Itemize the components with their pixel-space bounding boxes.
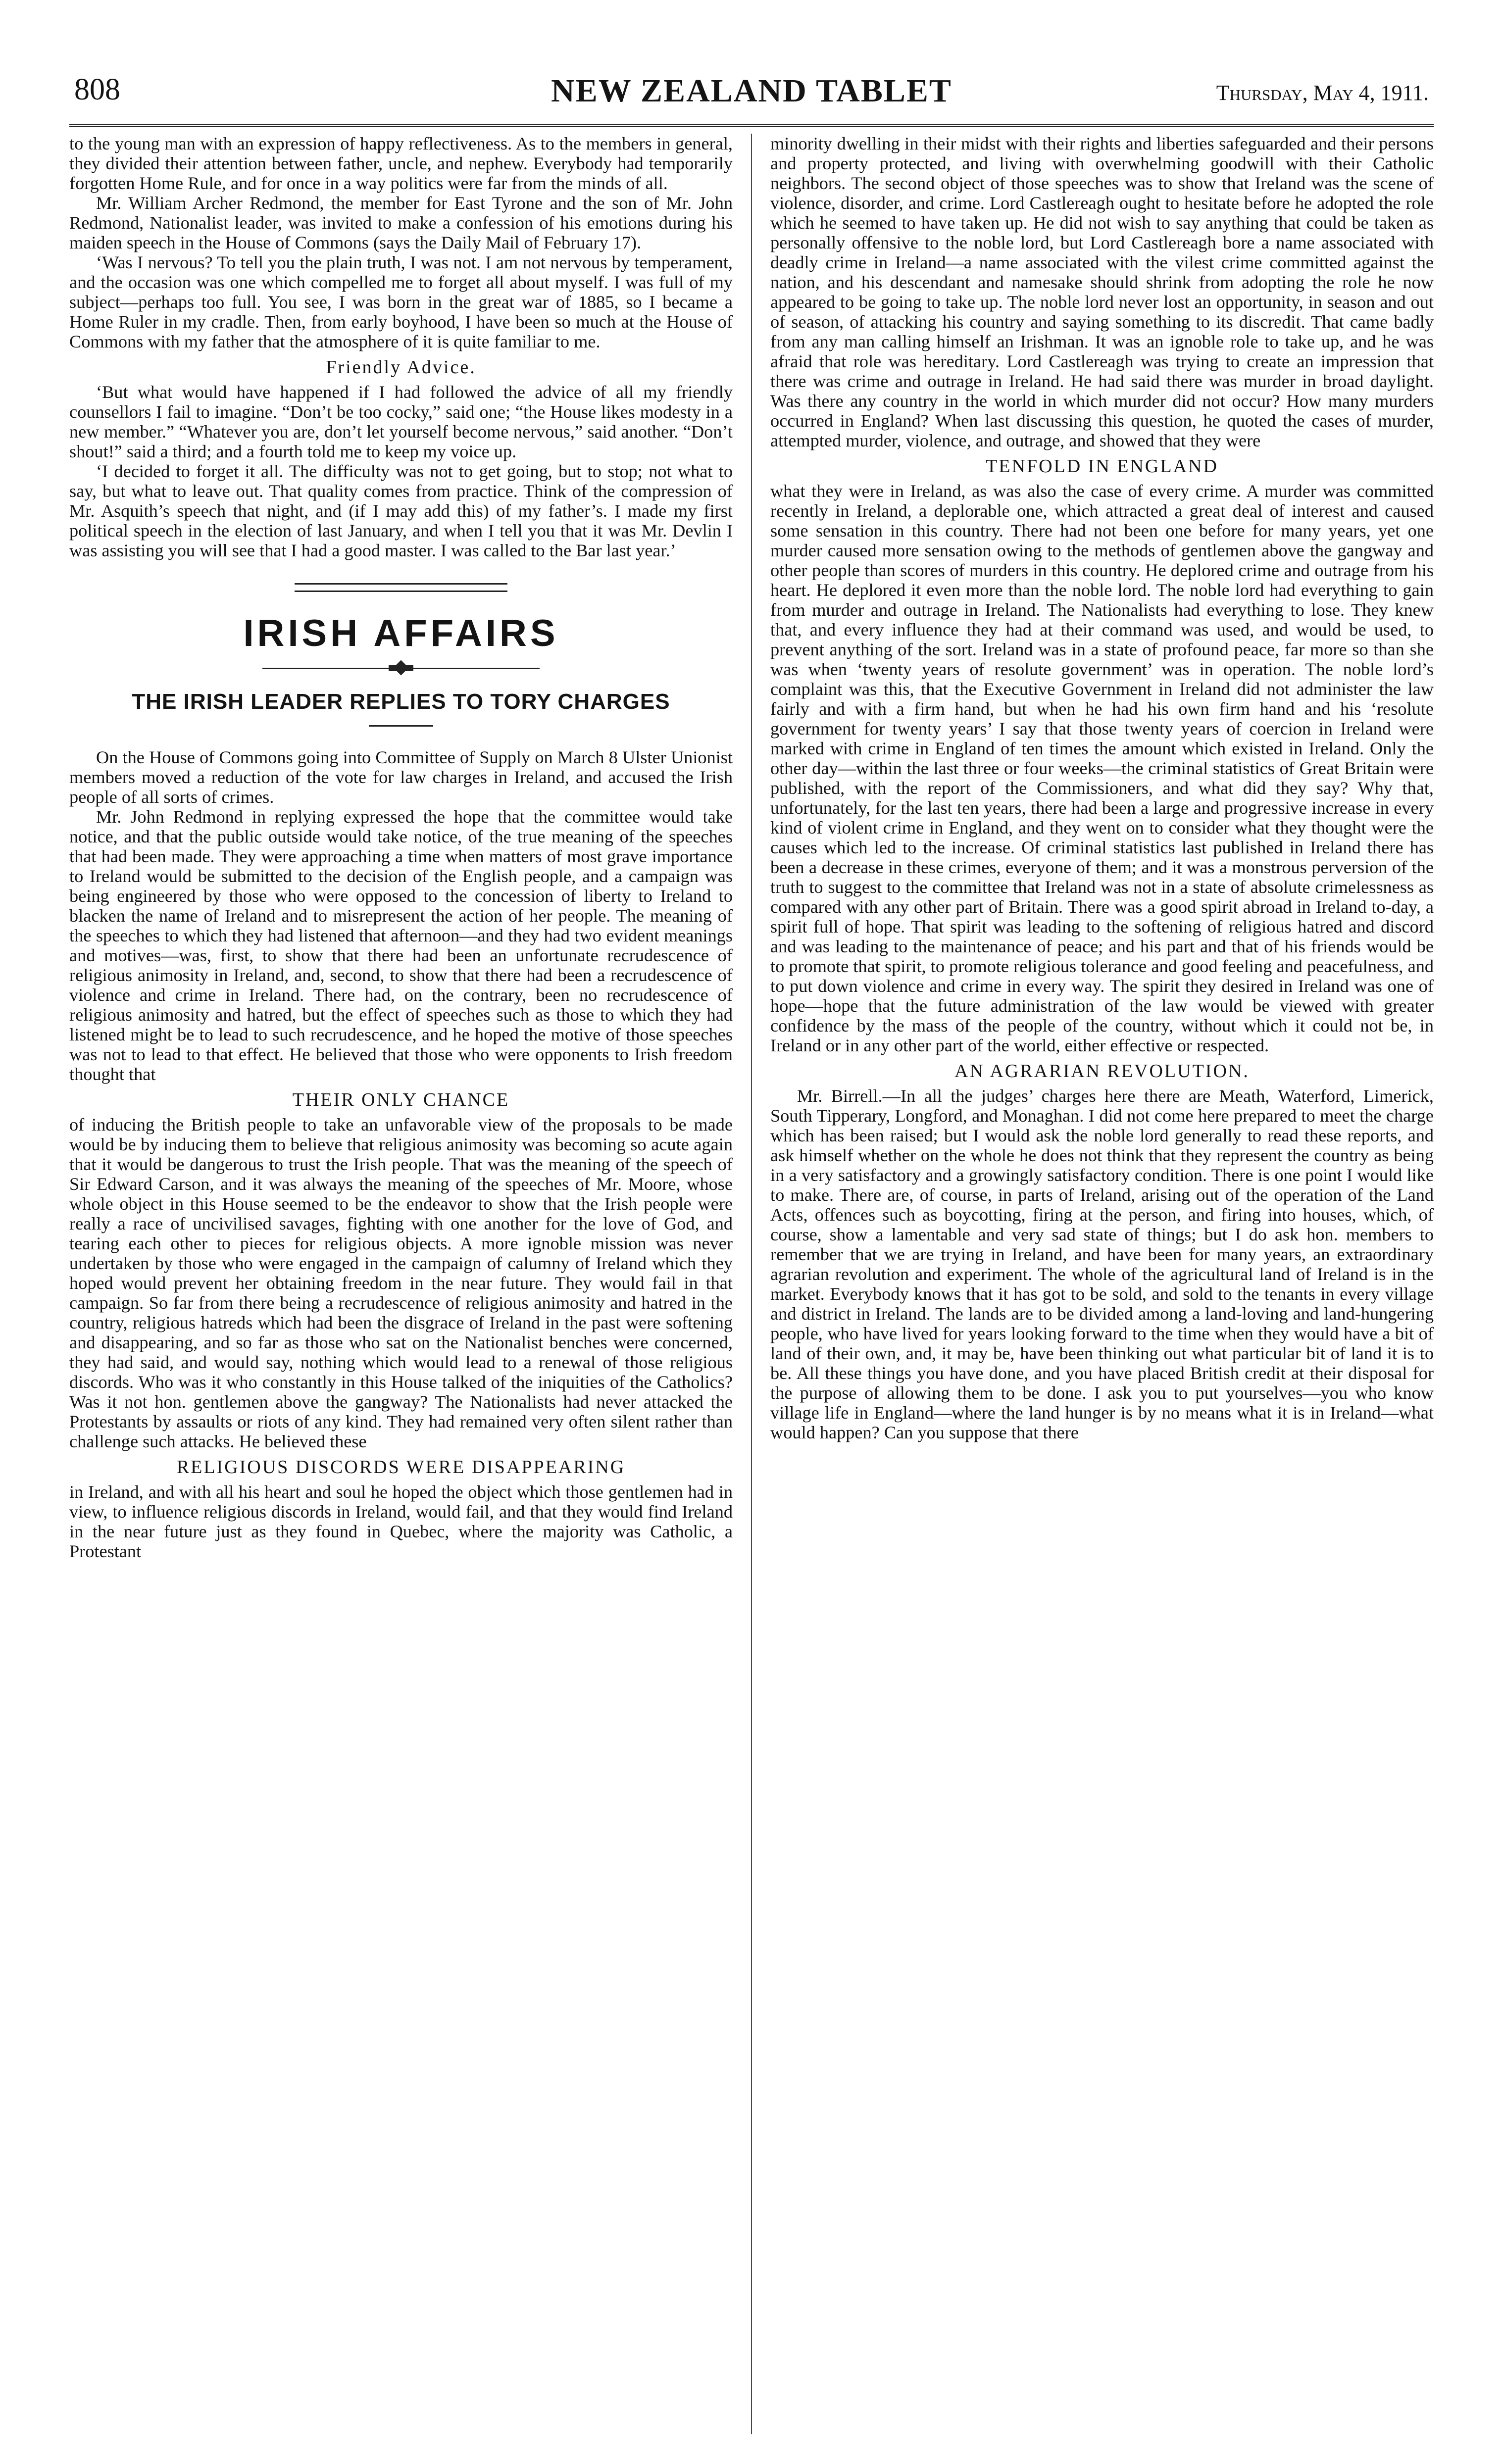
page-number: 808 xyxy=(74,73,120,106)
article-paragraph: of inducing the British people to take an unfavorable view of the proposals to be made would be by inducing them to believe that religious animosity was becoming so acute again that it would be dangerous to trust the Irish people. That was the meaning of the speech of Sir Edward Carson, and it was always the meaning of the speeches of Mr. Moore, whose whole object in this House seemed to be the endeavor to show that the Irish people were really a race of uncivilised savages, fighting with one another for the love of God, and tearing each other to pieces for religious objects. A more ignoble mission was never undertaken by those who were engaged in the campaign of calumny of Ireland which they hoped would prevent her obtaining freedom in the near future. They would fail in that campaign. So far from there being a recrudescence of religious animosity and hatred in the country, religious hatreds which had been the disgrace of Ireland in the past were softening and disappearing, and so far as those who sat on the Nationalist benches were concerned, they had said, and would say, nothing which would lead to a renewal of those religious discords. Who was it who constantly in this House talked of the iniquities of the Catholics? Was it not hon. gentlemen above the gangway? The Nationalists had never attacked the Protestants by assaults or riots of any kind. They had remained very often silent rather than challenge such attacks. He believed these xyxy=(69,1115,733,1451)
body-paragraph: to the young man with an expression of happy reflectiveness. As to the members in general, they divided their attention between father, uncle, and nephew. Everybody had temporarily forgotten Home Rule, and for once in a way politics were far from the minds of all. xyxy=(69,134,733,193)
article-paragraph: what they were in Ireland, as was also the case of every crime. A murder was committed recently in Ireland, a deplorable one, which attracted a great deal of interest and caused some sensation in this country. There had not been one before for many years, yet one murder caused more sensation owing to the methods of gentlemen above the gangway and other people than scores of murders in this country. He deplored crime and outrage from his heart. He deplored it even more than the noble lord. The noble lord had everything to gain from murder and outrage in Ireland. The Nationalists had everything to lose. They knew that, and every influence they had at their command was used, and would be used, to prevent anything of the sort. Ireland was in a state of profound peace, far more so than she was when ‘twenty years of resolute government’ was in operation. The noble lord’s complaint was this, that the Executive Government in Ireland did not administer the law fairly and with a firm hand, but when he had his own firm hand and his ‘resolute government for twenty years’ I say that those twenty years of coercion in Ireland were marked with crime in England of ten times the amount which existed in Ireland. Only the other day—within the last three or four weeks—the criminal statistics of Great Britain were published, with the report of the Commissioners, and what did they say? Why that, unfortunately, for the last ten years, there had been a large and progressive increase in every kind of violent crime in England, and they went on to consider what they thought were the causes which led to the increase. Of criminal statistics last published in Ireland there has been a decrease in these crimes, everyone of them; and it was a monstrous perversion of the truth to suggest to the committee that Ireland was not in a state of absolute crimelessness as compared with any other part of Britain. There was a good spirit abroad in Ireland to-day, a spirit full of hope. That spirit was leading to the softening of religious hatred and discord and was leading to the maintenance of peace; and his part and that of his friends would be to promote that spirit, to promote religious tolerance and good feeling and peacefulness, and to put down violence and crime in every way. The spirit they desired in Ireland was one of hope—hope that the future administration of the law would be viewed with greater confidence by the mass of the people of the country, without which it could not be, in Ireland or in any other part of the world, either effective or respected. xyxy=(770,481,1434,1055)
column-divider xyxy=(751,134,752,2434)
article-headline: THE IRISH LEADER REPLIES TO TORY CHARGES xyxy=(132,690,670,714)
issue-date: Thursday, May 4, 1911. xyxy=(1216,81,1429,105)
body-paragraph: ‘I decided to forget it all. The difficulty was not to get going, but to stop; not what to say, but what to leave out. That quality comes from practice. Think of the compression of Mr. Asquith’s speech that night, and (if I may add this) of my father’s. I made my first political speech in the election of last January, and when I tell you that it was Mr. Devlin I was assisting you will see that I had a good master. I was called to the Bar last year.’ xyxy=(69,461,733,560)
section-title: IRISH AFFAIRS xyxy=(243,612,559,654)
subheading-tenfold: TENFOLD IN ENGLAND xyxy=(986,456,1218,477)
newspaper-title: NEW ZEALAND TABLET xyxy=(551,73,952,109)
headline-rule xyxy=(369,725,433,727)
columns xyxy=(69,134,1434,2434)
right-column xyxy=(770,134,1434,2434)
subheading-religious-discords: RELIGIOUS DISCORDS WERE DISAPPEARING xyxy=(176,1457,626,1478)
masthead xyxy=(69,69,1434,127)
body-paragraph: ‘But what would have happened if I had followed the advice of all my friendly counsellors I fail to imagine. “Don’t be too cocky,” said one; “the House likes modesty in a new member.” “Whatever you are, don’t let yourself become nervous,” said another. “Don’t shout!” said a third; and a fourth told me to keep my voice up. xyxy=(69,382,733,461)
article-paragraph: Mr. Birrell.—In all the judges’ charges here there are Meath, Waterford, Limerick, South Tipperary, Longford, and Monaghan. I did not come here prepared to meet the charge which has been raised; but I would ask the noble lord generally to read these reports, and ask himself whether on the whole he does not think that they represent the country as being in a very satisfactory and a growingly satisfactory condition. There is one point I would like to make. There are, of course, in parts of Ireland, arising out of the operation of the Land Acts, offences such as boycotting, firing at the person, and firing into houses, which, of course, show a lamentable and very sad state of things; but I do ask hon. members to remember that we are trying in Ireland, and have been for many years, an extraordinary agrarian revolution and experiment. The whole of the agricultural land of Ireland is in the market. Everybody knows that it has got to be sold, and sold to the tenants in every village and district in Ireland. The lands are to be divided among a land-loving and land-hungering people, who have lived for years looking forward to the time when they would have a bit of land of their own, and, it may be, have been thinking out what particular bit of land it is to be. All these things you have done, and you have placed British credit at their disposal for the purpose of allowing them to be done. I ask you to put yourselves—you who know village life in England—where the land hunger is by no means what it is in Ireland—what would happen? Can you suppose that there xyxy=(770,1086,1434,1442)
article-paragraph: On the House of Commons going into Committee of Supply on March 8 Ulster Unionist members moved a reduction of the vote for law charges in Ireland, and accused the Irish people of all sorts of crimes. xyxy=(69,747,733,807)
left-column xyxy=(69,134,733,2434)
ornament-diamond xyxy=(393,660,408,675)
article-paragraph: minority dwelling in their midst with their rights and liberties safeguarded and their persons and property protected, and living with overwhelming goodwill with their Catholic neighbors. The second object of those speeches was to show that Ireland was the scene of violence, disorder, and crime. Lord Castlereagh ought to hesitate before he adopted the role which he seemed to have taken up. He did not wish to say anything that could be taken as personally offensive to the noble lord, but Lord Castlereagh bore a name associated with deadly crime in Ireland—a name associated with the vilest crime committed against the nation, and his descendant and namesake should shrink from adopting the role he now appeared to be going to take up. The noble lord never lost an opportunity, in season and out of season, of attacking his country and saying something to its discredit. That came badly from any man calling himself an Irishman. It was an ignoble role to take up, and he was afraid that role was hereditary. Lord Castlereagh was trying to create an impression that there was crime and outrage in Ireland. He had said there was murder in broad daylight. Was there any country in the world in which murder did not occur? How many murders occurred in England? When last discussing this question, he quoted the cases of murder, attempted murder, violence, and outrage, and showed that they were xyxy=(770,134,1434,450)
ornament-rule xyxy=(262,661,540,676)
subheading-friendly-advice: Friendly Advice. xyxy=(326,357,476,378)
section-divider xyxy=(295,583,507,592)
body-paragraph: Mr. William Archer Redmond, the member for East Tyrone and the son of Mr. John Redmond, Nationalist leader, was invited to make a confession of his emotions during his maiden speech in the House of Commons (says the Daily Mail of February 17). xyxy=(69,193,733,252)
subheading-only-chance: THEIR ONLY CHANCE xyxy=(292,1089,510,1110)
body-paragraph: ‘Was I nervous? To tell you the plain truth, I was not. I am not nervous by temperament, and the occasion was one which compelled me to forget all about myself. I was full of my subject—perhaps too full. You see, I was born in the great war of 1885, so I became a Home Ruler in my cradle. Then, from early boyhood, I have been so much at the House of Commons with my father that the atmosphere of it is quite familiar to me. xyxy=(69,252,733,351)
article-paragraph: Mr. John Redmond in replying expressed the hope that the committee would take notice, and that the public outside would take notice, of the true meaning of the speeches that had been made. They were approaching a time when matters of most grave importance to Ireland would be submitted to the decision of the English people, and a campaign was being engineered by those who were opposed to the concession of liberty to Ireland to blacken the name of Ireland and to misrepresent the action of her people. The meaning of the speeches to which they had listened that afternoon—and they had two evident meanings and motives—was, first, to show that there had been an unfortunate recrudescence of religious animosity in Ireland, and, second, to show that there had been a recrudescence of violence and crime in Ireland. There had, on the contrary, been no recrudescence of religious animosity and hatred, but the effect of speeches such as those to which they had listened might be to lead to such recrudescence, and he hoped the motive of those speeches was not to lead to that effect. He believed that those who were opponents to Irish freedom thought that xyxy=(69,807,733,1084)
article-paragraph: in Ireland, and with all his heart and soul he hoped the object which those gentlemen had in view, to influence religious discords in Ireland, would fail, and that they would find Ireland in the near future just as they found in Quebec, where the majority was Catholic, a Protestant xyxy=(69,1482,733,1561)
subheading-agrarian: AN AGRARIAN REVOLUTION. xyxy=(954,1061,1250,1082)
